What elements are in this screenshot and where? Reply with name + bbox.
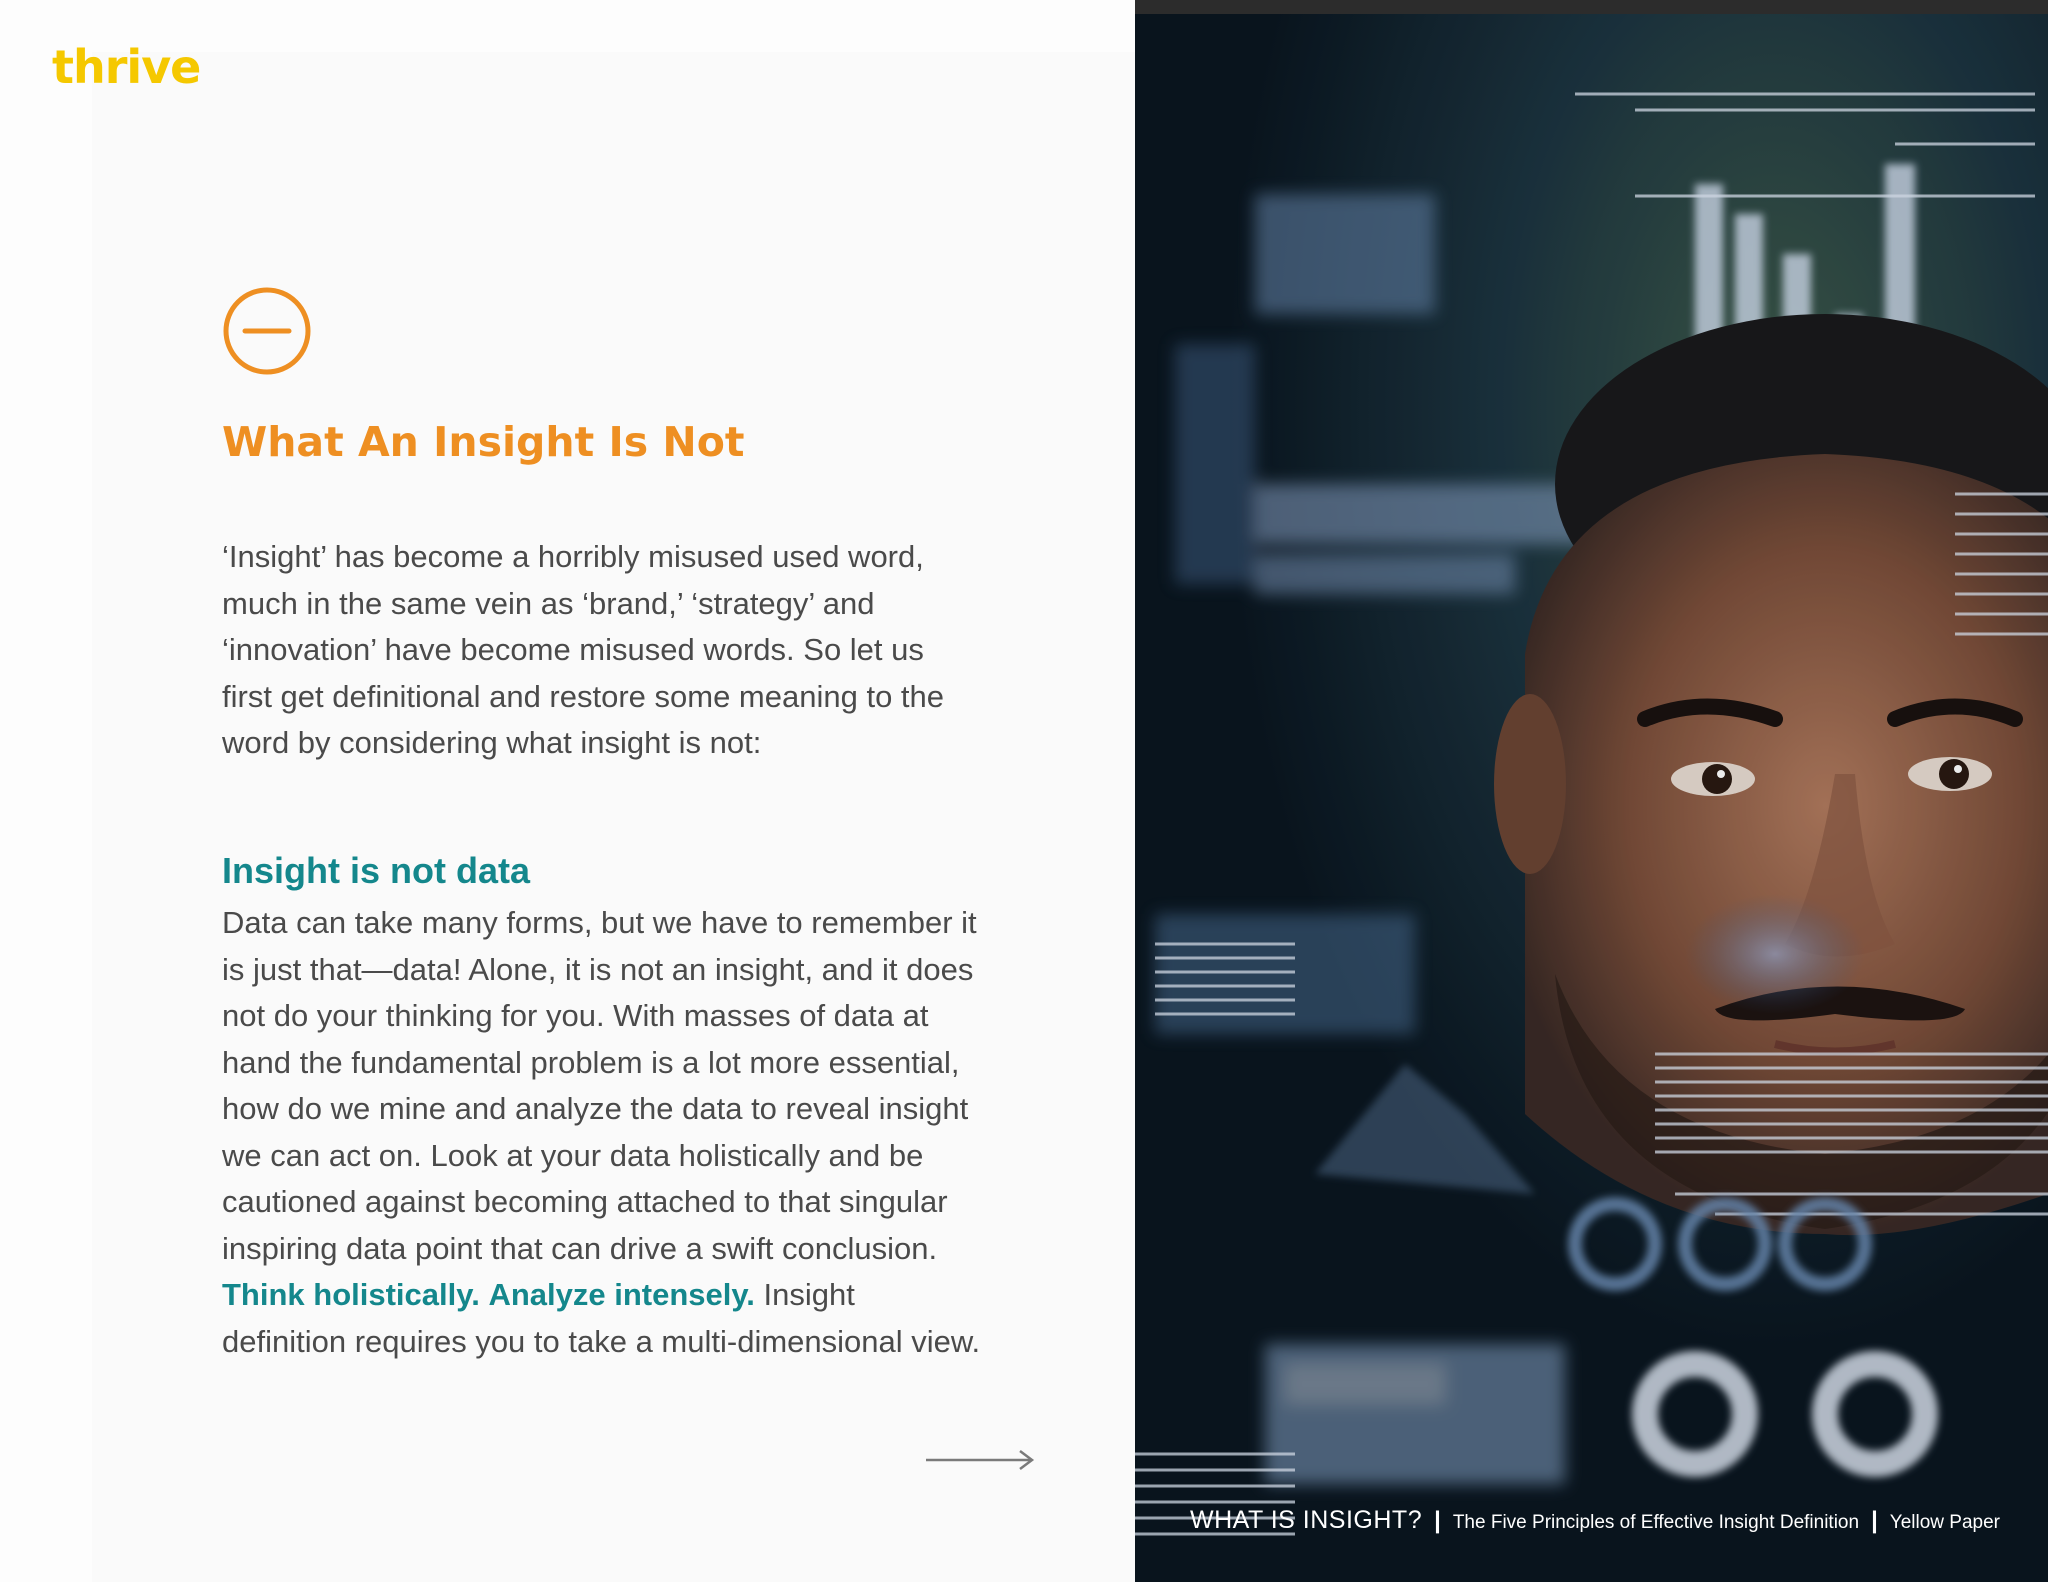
thrive-logo: thrive [52,40,201,94]
footer [1190,1506,2000,1535]
footer-separator: | [1434,1507,1441,1534]
section-title: What An Insight Is Not [222,418,745,466]
footer-document-type: Yellow Paper [1889,1512,2000,1533]
subsection-heading: Insight is not data [222,850,531,891]
footer-section-title: WHAT IS INSIGHT? [1190,1506,1423,1534]
minus-circle-icon [222,286,312,376]
emphasis-think-holistically: Think holistically. [222,1277,480,1312]
body-text-part-2: Insight definition requires you to take a multi-dimensional view. [222,1277,981,1359]
emphasis-analyze-intensely: Analyze intensely. [488,1277,755,1312]
intro-paragraph: ‘Insight’ has become a horribly misused used word, much in the same vein as ‘brand,’ ‘strategy’ and ‘innovation’ have become misused words. So let us first get definitional and restore some meaning to the word by considering what insight is not: [222,539,945,760]
footer-separator: | [1871,1507,1878,1534]
footer-document-title: The Five Principles of Effective Insight Definition [1452,1512,1860,1533]
body-text-part-1: Data can take many forms, but we have to remember it is just that—data! Alone, it is not an insight, and it does not do your thinking for you. With masses of data at hand the fundamental problem is a lot more essential, how do we mine and analyze the data to reveal insight we can act on. Look at your data holistically and be cautioned against becoming attached to that singular inspiring data point that can drive a swift conclusion. [222,905,977,1266]
hero-photo [1135,0,2048,1582]
subsection-body [222,900,982,1365]
arrow-right-icon[interactable] [924,1448,1036,1472]
data-screen-portrait-image [1135,14,2048,1582]
photo-top-bar [1135,0,2048,14]
